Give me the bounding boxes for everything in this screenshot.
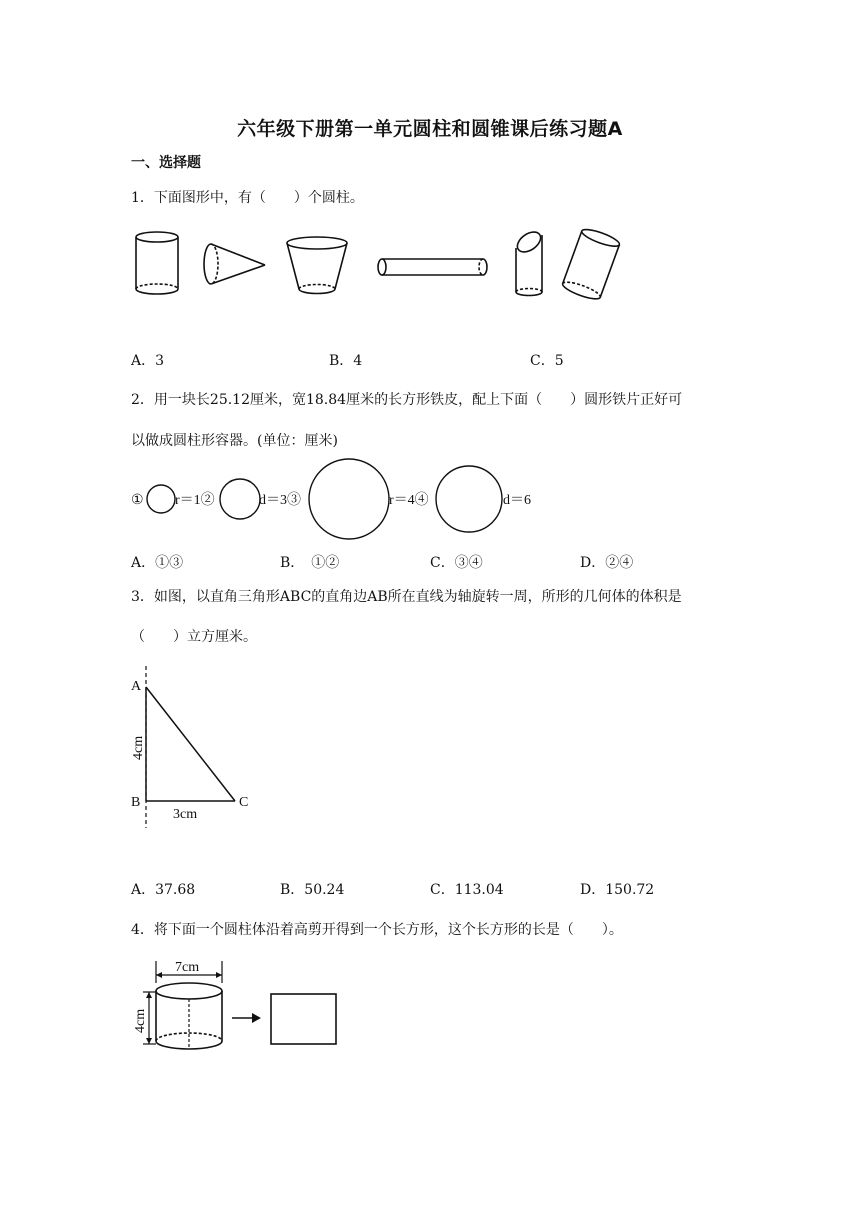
vertex-label-b: B [131,795,141,810]
q2-option-d: D．②④ [580,555,634,571]
circle-2 [220,479,260,519]
question-2-text-line2: 以做成圆柱形容器。(单位：厘米) [131,433,338,449]
question-1-text: 1．下面图形中，有（ ）个圆柱。 [131,190,364,206]
vertex-label-a: A [131,679,142,694]
question-3-text-line1: 3．如图，以直角三角形ABC的直角边AB所在直线为轴旋转一周，所形的几何体的体积是 [131,589,682,605]
q1-option-c: C．5 [530,353,564,369]
side-label-bc: 3cm [173,807,198,822]
q2-option-b: B． ①② [280,555,340,571]
shape-cylinder-upright [136,232,178,294]
shape-tilted-cylinder [561,226,621,302]
vertex-label-c: C [239,795,249,810]
section-heading: 一、选择题 [131,155,201,171]
side-label-ab: 4cm [131,735,146,760]
q3-option-c: C．113.04 [430,882,504,898]
circle-label-4: r＝4④ [389,493,429,508]
q2-option-a: A．①③ [131,555,184,571]
question-4-figure [125,955,345,1055]
unrolled-rectangle [271,994,336,1044]
q3-option-a: A．37.68 [131,882,196,898]
question-3-figure [125,662,265,832]
q1-option-b: B．4 [329,353,363,369]
dimension-label-height: 4cm [133,1008,148,1033]
q2-option-c: C．③④ [430,555,483,571]
circle-1 [147,485,175,513]
question-1-figure [125,222,625,307]
shape-cut-cylinder [514,228,544,296]
circle-4 [436,466,502,532]
triangle-side-ac [146,687,235,801]
question-4-text: 4．将下面一个圆柱体沿着高剪开得到一个长方形，这个长方形的长是（ ）。 [131,922,623,938]
circle-label-2: r＝1② [175,493,215,508]
dimension-label-width: 7cm [175,960,200,975]
shape-frustum [287,237,347,294]
circle-label-3: d＝3③ [259,493,301,508]
question-2-figure [125,455,545,543]
shape-tube [378,259,487,275]
cylinder-shape [156,983,222,1049]
q3-option-d: D．150.72 [580,882,655,898]
question-2-text-line1: 2．用一块长25.12厘米，宽18.84厘米的长方形铁皮，配上下面（ ）圆形铁片正好可 [131,392,683,408]
page-title: 六年级下册第一单元圆柱和圆锥课后练习题A [237,118,623,140]
circle-3 [309,459,389,539]
circle-label-1: ① [131,493,144,508]
q3-option-b: B．50.24 [280,882,345,898]
q1-option-a: A．3 [131,353,165,369]
shape-cone [204,244,265,284]
circle-label-5: d＝6 [503,493,531,508]
question-3-text-line2: （ ）立方厘米。 [131,629,257,645]
